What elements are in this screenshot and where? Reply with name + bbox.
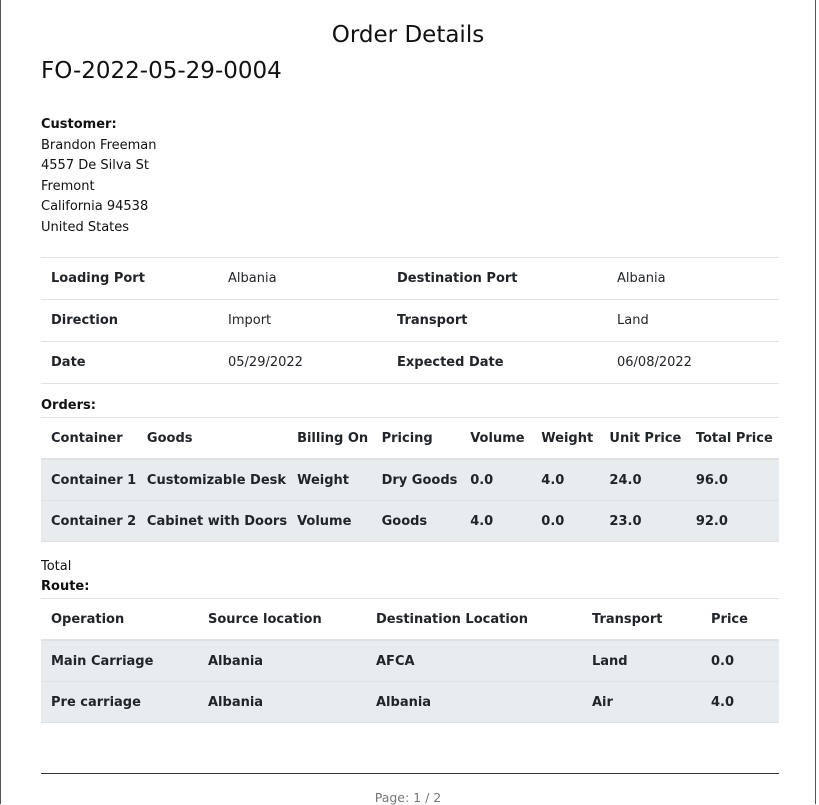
- order-cell: Goods: [372, 501, 461, 542]
- table-row: [41, 459, 779, 501]
- info-key: Date: [41, 342, 218, 384]
- route-col-header: Source location: [198, 599, 366, 641]
- info-row: [41, 258, 779, 300]
- order-cell: Volume: [287, 501, 372, 542]
- order-cell: Container 2: [41, 501, 137, 542]
- customer-street: 4557 De Silva St: [41, 158, 149, 173]
- orders-col-header: Weight: [531, 418, 599, 460]
- route-col-header: Operation: [41, 599, 198, 641]
- order-cell: 0.0: [460, 459, 531, 501]
- route-col-header: Destination Location: [366, 599, 582, 641]
- order-cell: Weight: [287, 459, 372, 501]
- info-value: 05/29/2022: [218, 342, 387, 384]
- route-cell: 0.0: [701, 640, 779, 682]
- orders-label: Orders:: [41, 398, 96, 413]
- info-value: Land: [607, 300, 779, 342]
- info-value: 06/08/2022: [607, 342, 779, 384]
- customer-name: Brandon Freeman: [41, 137, 157, 153]
- order-cell: 23.0: [599, 501, 685, 542]
- route-cell: Albania: [198, 682, 366, 723]
- orders-col-header: Billing On: [287, 418, 372, 460]
- table-row: [41, 640, 779, 682]
- info-row: [41, 342, 779, 384]
- orders-col-header: Total Price: [686, 418, 779, 460]
- orders-col-header: Goods: [137, 418, 287, 460]
- info-key: Transport: [387, 300, 607, 342]
- info-value: Import: [218, 300, 387, 342]
- route-cell: Land: [582, 640, 701, 682]
- footer-divider: [41, 773, 779, 774]
- route-table: [41, 598, 779, 723]
- info-key: Expected Date: [387, 342, 607, 384]
- customer-city: Fremont: [41, 178, 95, 194]
- orders-col-header: Container: [41, 418, 137, 460]
- info-row: [41, 300, 779, 342]
- order-cell: Customizable Desk: [137, 459, 287, 501]
- route-cell: AFCA: [366, 640, 582, 682]
- route-col-header: Price: [701, 599, 779, 641]
- page-number: Page: 1 / 2: [374, 790, 442, 805]
- order-cell: Container 1: [41, 459, 137, 501]
- route-cell: Albania: [366, 682, 582, 723]
- orders-col-header: Volume: [460, 418, 531, 460]
- route-header-row: [41, 599, 779, 641]
- table-row: [41, 501, 779, 542]
- info-key: Loading Port: [41, 258, 218, 300]
- order-cell: Cabinet with Doors: [137, 501, 287, 542]
- orders-col-header: Pricing: [372, 418, 461, 460]
- table-row: [41, 682, 779, 723]
- route-label: Route:: [41, 579, 90, 594]
- info-key: Destination Port: [387, 258, 607, 300]
- page-title: Order Details: [331, 22, 485, 48]
- order-cell: 92.0: [686, 501, 779, 542]
- info-value: Albania: [218, 258, 387, 300]
- customer-country: United States: [41, 219, 130, 235]
- order-cell: 4.0: [460, 501, 531, 542]
- customer-block: [41, 115, 157, 238]
- route-cell: Air: [582, 682, 701, 723]
- orders-col-header: Unit Price: [599, 418, 685, 460]
- orders-total-label: Total: [41, 559, 72, 574]
- route-cell: 4.0: [701, 682, 779, 723]
- order-cell: 0.0: [531, 501, 599, 542]
- route-cell: Main Carriage: [41, 640, 198, 682]
- customer-label: Customer:: [41, 117, 117, 132]
- orders-header-row: [41, 418, 779, 460]
- route-cell: Pre carriage: [41, 682, 198, 723]
- order-cell: 4.0: [531, 459, 599, 501]
- route-cell: Albania: [198, 640, 366, 682]
- order-cell: 24.0: [599, 459, 685, 501]
- customer-state-zip: California 94538: [41, 199, 149, 214]
- orders-table: [41, 417, 779, 542]
- order-reference: FO-2022-05-29-0004: [41, 58, 282, 84]
- shipment-info-table: [41, 257, 779, 384]
- order-cell: Dry Goods: [372, 459, 461, 501]
- route-col-header: Transport: [582, 599, 701, 641]
- info-value: Albania: [607, 258, 779, 300]
- order-cell: 96.0: [686, 459, 779, 501]
- info-key: Direction: [41, 300, 218, 342]
